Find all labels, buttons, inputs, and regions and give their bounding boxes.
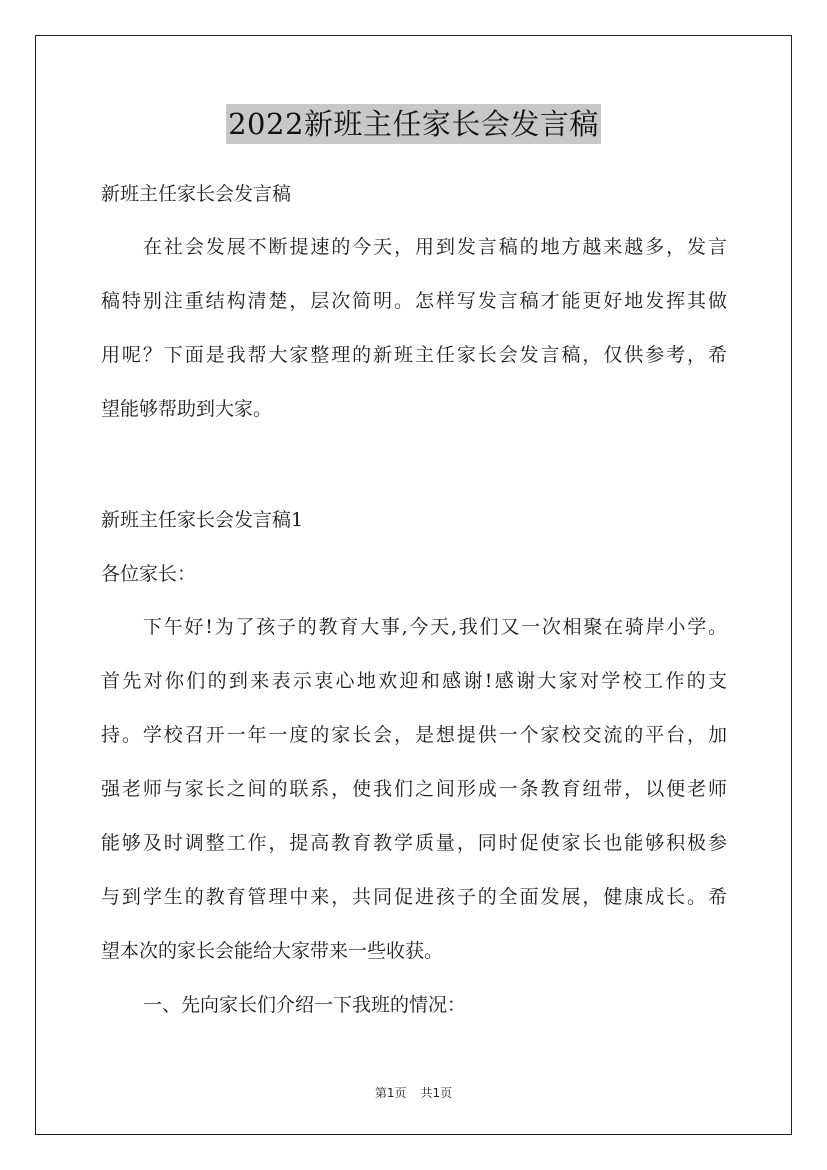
point-one: 一、先向家长们介绍一下我班的情况： bbox=[143, 994, 467, 1016]
body-line-7: 望本次的家长会能给大家带来一些收获。 bbox=[101, 940, 444, 962]
title-container bbox=[0, 104, 827, 144]
section-heading: 新班主任家长会发言稿1 bbox=[101, 509, 304, 531]
body-line-1: 下午好!为了孩子的教育大事,今天,我们又一次相聚在骑岸小学。 bbox=[143, 616, 727, 638]
document-subtitle: 新班主任家长会发言稿 bbox=[101, 183, 292, 205]
page-number: 第1页 bbox=[374, 1086, 407, 1100]
body-line-5: 能够及时调整工作，提高教育教学质量，同时促使家长也能够积极参 bbox=[101, 832, 727, 854]
body-line-3: 持。学校召开一年一度的家长会，是想提供一个家校交流的平台，加 bbox=[101, 724, 727, 746]
page-footer bbox=[0, 1084, 827, 1101]
intro-line-2: 稿特别注重结构清楚，层次简明。怎样写发言稿才能更好地发挥其做 bbox=[101, 290, 727, 312]
intro-line-1: 在社会发展不断提速的今天，用到发言稿的地方越来越多，发言 bbox=[143, 236, 727, 258]
body-line-4: 强老师与家长之间的联系，使我们之间形成一条教育纽带，以便老师 bbox=[101, 778, 727, 800]
document-title: 2022新班主任家长会发言稿 bbox=[226, 104, 601, 144]
page-total: 共1页 bbox=[420, 1086, 453, 1100]
intro-line-4: 望能够帮助到大家。 bbox=[101, 398, 273, 420]
salutation: 各位家长： bbox=[101, 563, 197, 585]
intro-line-3: 用呢？下面是我帮大家整理的新班主任家长会发言稿，仅供参考，希 bbox=[101, 344, 727, 366]
body-line-2: 首先对你们的到来表示衷心地欢迎和感谢!感谢大家对学校工作的支 bbox=[101, 670, 727, 692]
body-line-6: 与到学生的教育管理中来，共同促进孩子的全面发展，健康成长。希 bbox=[101, 886, 727, 908]
